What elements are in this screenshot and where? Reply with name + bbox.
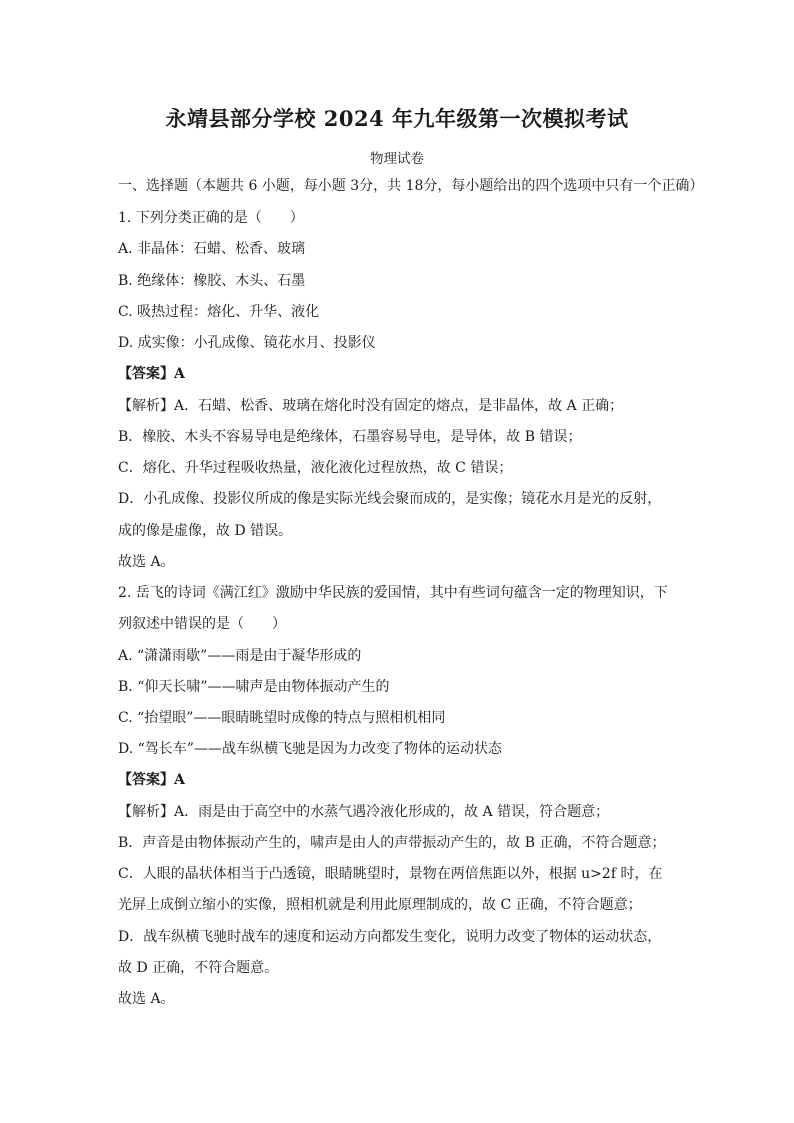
page-title: 永靖县部分学校 2024 年九年级第一次模拟考试	[165, 106, 629, 131]
q1-analysis-line: 成的像是虚像，故 D 错误。	[118, 523, 293, 539]
q2-option-b: B. “仰天长啸”——啸声是由物体振动产生的	[118, 679, 390, 695]
q1-option-d: D. 成实像：小孔成像、镜花水月、投影仪	[118, 335, 376, 351]
q2-conclusion: 故选 A。	[118, 991, 175, 1007]
section-header: 一、选择题（本题共 6 小题，每小题 3分，共 18分，每小题给出的四个选项中只有一个正确）	[118, 178, 704, 194]
q1-stem: 1. 下列分类正确的是（ ）	[118, 210, 304, 226]
q2-analysis-line: C．人眼的晶状体相当于凸透镜，眼睛眺望时，景物在两倍焦距以外，根据 u>2f 时，在	[118, 866, 663, 882]
q1-analysis-line: D．小孔成像、投影仪所成的像是实际光线会聚而成的，是实像；镜花水月是光的反射，	[118, 491, 662, 507]
q2-analysis-line: B．声音是由物体振动产生的，啸声是由人的声带振动产生的，故 B 正确，不符合题意；	[118, 835, 666, 851]
q2-analysis-line: D．战车纵横飞驰时战车的速度和运动方向都发生变化，说明力改变了物体的运动状态，	[118, 929, 662, 945]
q1-option-a: A. 非晶体：石蜡、松香、玻璃	[118, 241, 306, 257]
q1-analysis-line: C．熔化、升华过程吸收热量，液化液化过程放热，故 C 错误；	[118, 460, 513, 476]
q2-option-d: D. “驾长车”——战车纵横飞驰是因为力改变了物体的运动状态	[118, 741, 502, 757]
q1-conclusion: 故选 A。	[118, 554, 175, 570]
q2-analysis-line: 【解析】A．雨是由于高空中的水蒸气遇冷液化形成的，故 A 错误，符合题意；	[118, 804, 610, 820]
q2-answer: 【答案】A	[118, 772, 185, 788]
q1-option-c: C. 吸热过程：熔化、升华、液化	[118, 304, 320, 320]
q1-answer: 【答案】A	[118, 366, 185, 382]
q1-analysis-line: 【解析】A．石蜡、松香、玻璃在熔化时没有固定的熔点，是非晶体，故 A 正确；	[118, 398, 624, 414]
q2-analysis-line: 故 D 正确，不符合题意。	[118, 960, 279, 976]
q2-stem-line: 2. 岳飞的诗词《满江红》激励中华民族的爱国情，其中有些词句蕴含一定的物理知识，下	[118, 585, 668, 601]
q2-analysis-line: 光屏上成倒立缩小的实像，照相机就是利用此原理制成的，故 C 正确，不符合题意；	[118, 897, 642, 913]
q2-option-a: A. “潇潇雨歇”——雨是由于凝华形成的	[118, 648, 362, 664]
q1-analysis-line: B．橡胶、木头不容易导电是绝缘体，石墨容易导电，是导体，故 B 错误；	[118, 429, 582, 445]
q2-option-c: C. “抬望眼”——眼睛眺望时成像的特点与照相机相同	[118, 710, 446, 726]
q1-option-b: B. 绝缘体：橡胶、木头、石墨	[118, 273, 306, 289]
q2-stem-line: 列叙述中错误的是（ ）	[118, 616, 286, 632]
page-subtitle: 物理试卷	[370, 151, 424, 167]
